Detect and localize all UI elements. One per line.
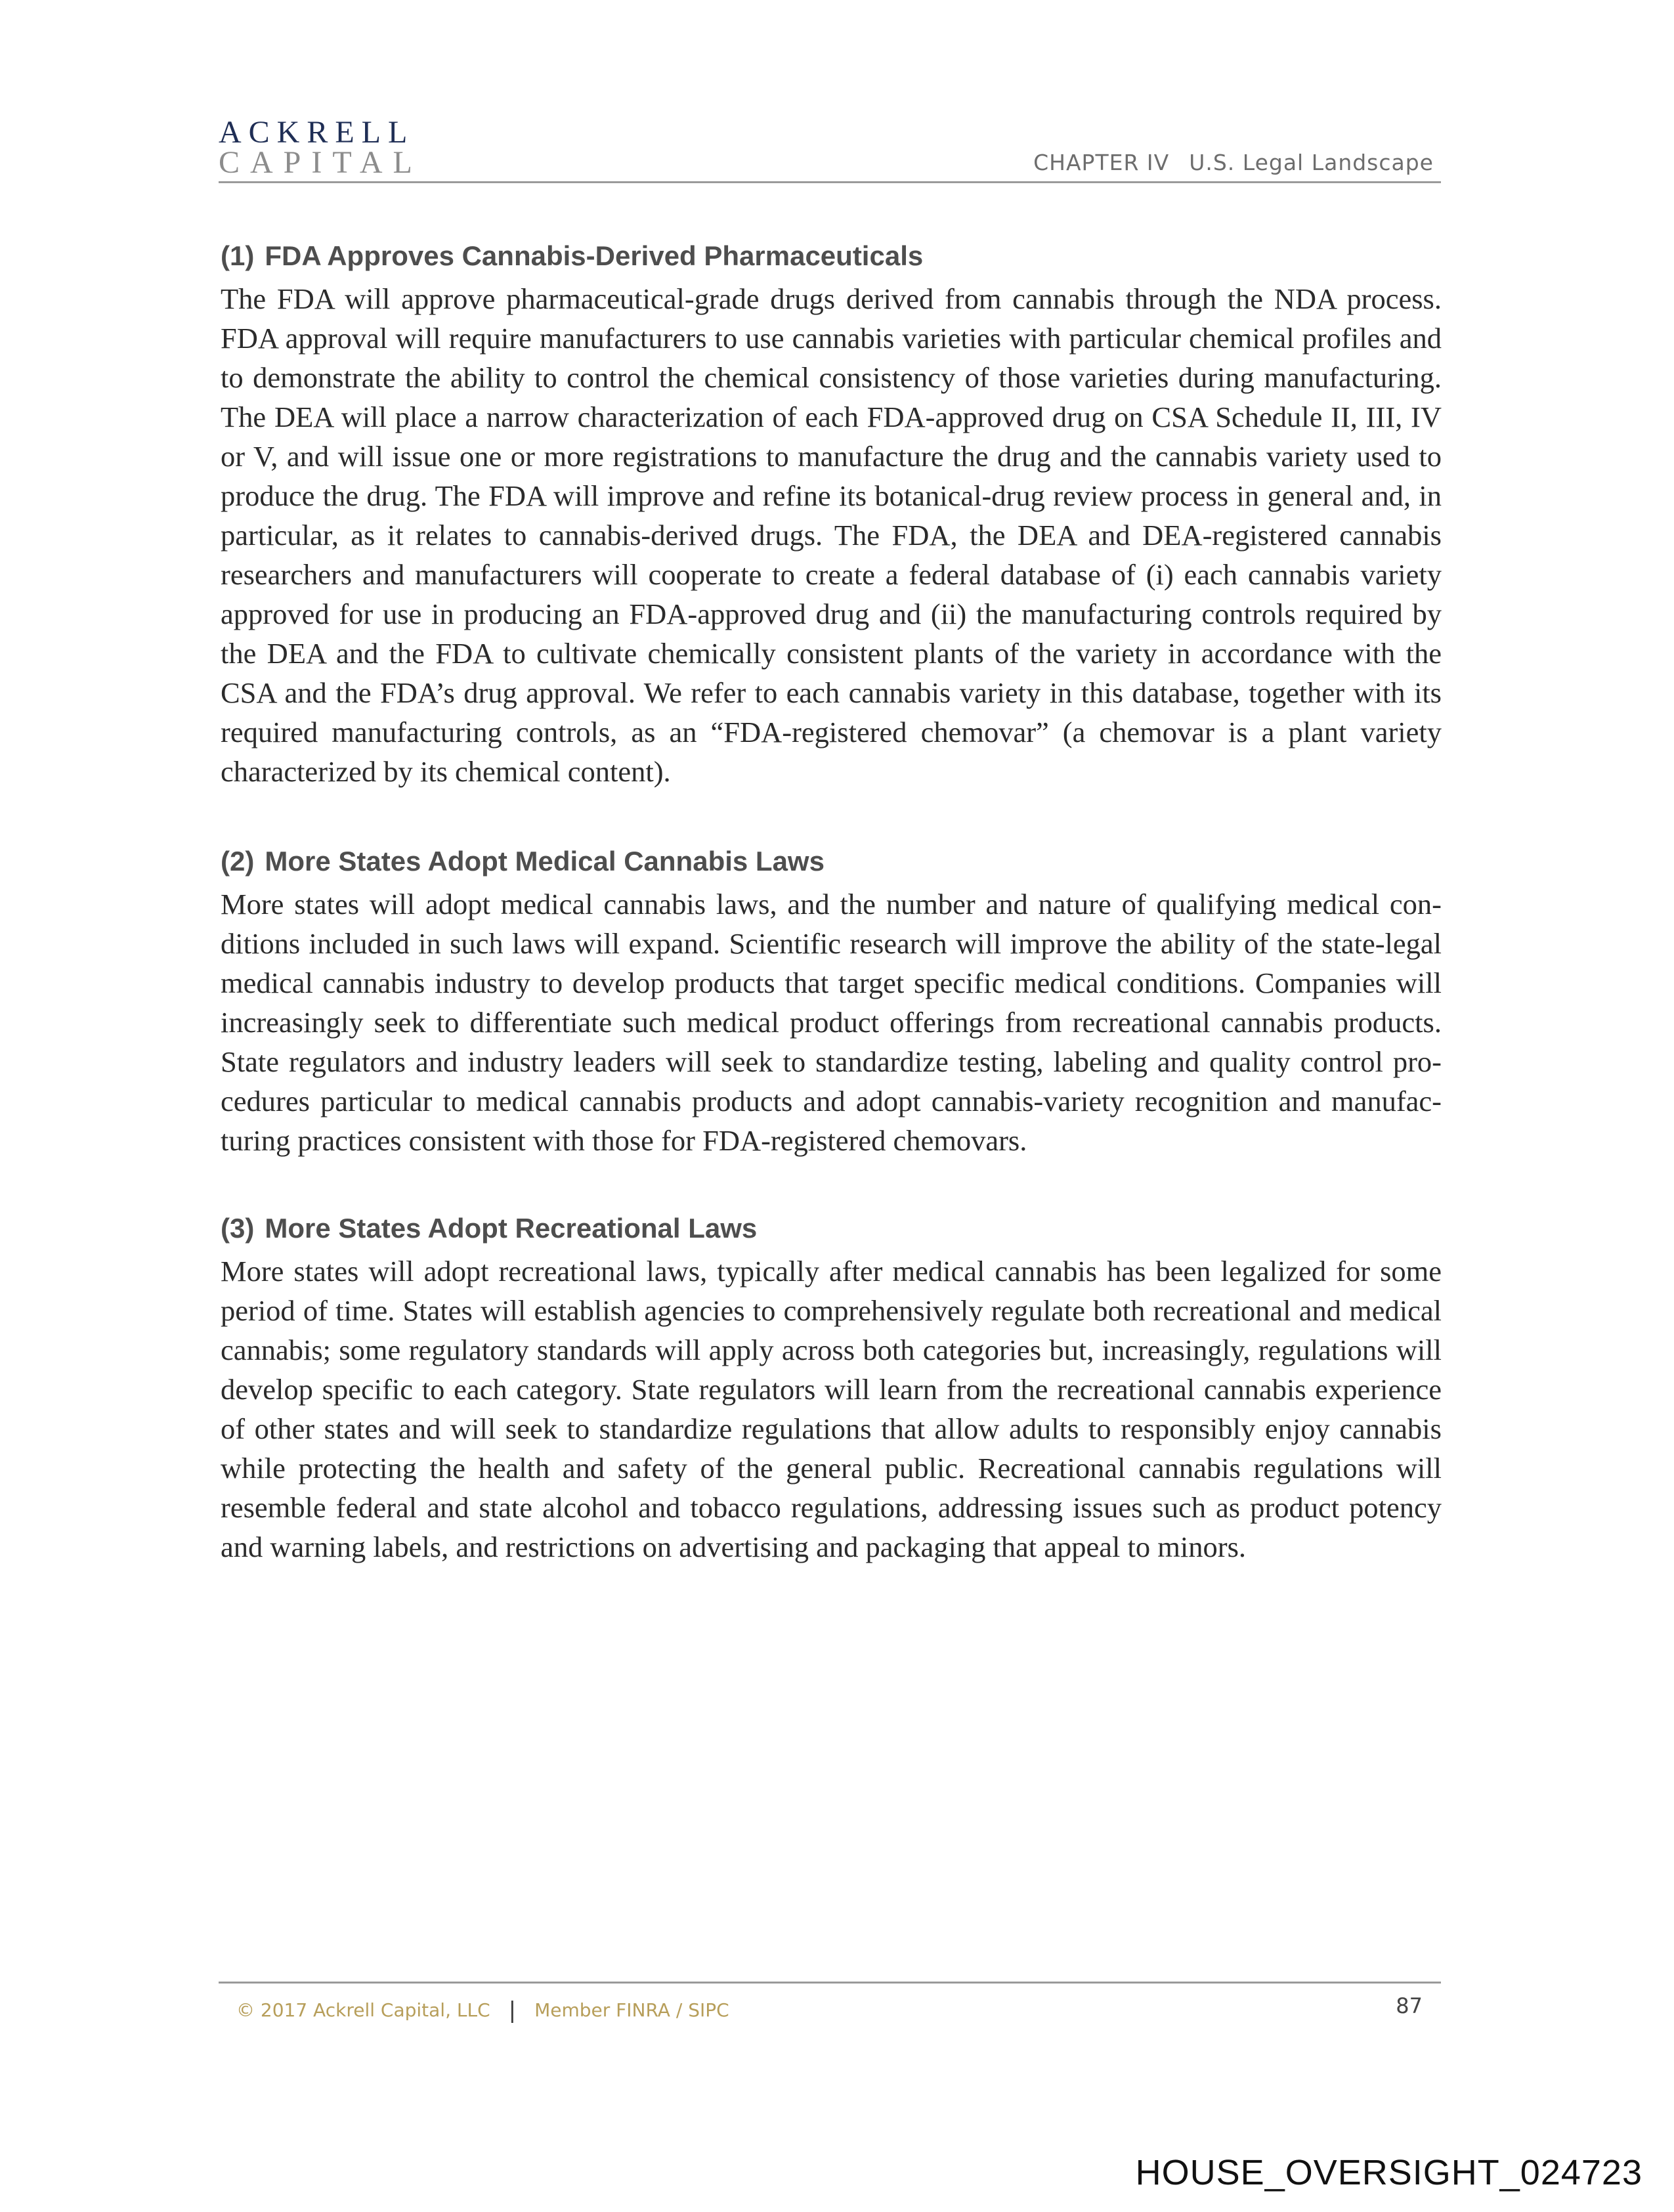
section-medical-cannabis-laws: [221, 845, 1442, 1160]
footer-copyright: © 2017 Ackrell Capital, LLC: [236, 1999, 490, 2021]
section-title-text: More States Adopt Medical Cannabis Laws: [265, 846, 825, 877]
section-heading: [221, 845, 1442, 878]
footer-divider: [219, 1982, 1441, 1984]
section-title-text: More States Adopt Recreational Laws: [265, 1213, 758, 1244]
section-heading: [221, 240, 1442, 272]
section-recreational-laws: [221, 1212, 1442, 1567]
header-divider: [219, 181, 1441, 183]
chapter-title: U.S. Legal Landscape: [1189, 150, 1434, 175]
section-body: More states will adopt medical cannabis laws, and the number and nature of qualifying medical conditions included in such laws will expand. Scientific research will improve the ability of the state-legal medical cannabis industry to develop products that target specific medical conditions. Companies will increasingly seek to differentiate such medical product offerings from recreational cannabis products. State regulators and industry leaders will seek to standardize testing, labeling and quality control procedures particular to medical cannabis products and adopt cannabis-variety recognition and manufacturing practices consistent with those for FDA-registered chemovars.: [221, 888, 1442, 1158]
section-fda-approves: [221, 240, 1442, 791]
section-number: (2): [221, 846, 255, 877]
section-body: More states will adopt recreational laws, typically after medical cannabis has been legalized for some period of time. States will establish agencies to comprehensively regulate both recreational and medical cannabis; some regulatory standards will apply across both categories but, increasingly, regulations will develop specific to each category. State regulators will learn from the recreational cannabis experience of other states and will seek to standardize regulations that allow adults to responsibly enjoy cannabis while protecting the health and safety of the general public. Recreational cannabis regulations will resemble federal and state alcohol and tobacco regulations, addressing issues such as product potency and warning labels, and restrictions on advertising and packaging that appeal to minors.: [221, 1255, 1442, 1564]
page-number: 87: [1396, 1993, 1423, 2018]
chapter-label: CHAPTER IV: [1033, 150, 1170, 175]
logo-line-ackrell: ACKRELL: [219, 115, 415, 150]
section-number: (3): [221, 1213, 255, 1244]
section-body: The FDA will approve pharmaceutical-grade drugs derived from cannabis through the NDA process. FDA approval will require manufacturers to use cannabis varieties with particular chemical profiles and to demonstrate the ability to control the chemical consistency of those varieties during manufacturing. The DEA will place a narrow characterization of each FDA-approved drug on CSA Schedule II, III, IV or V, and will issue one or more registrations to manufacture the drug and the cannabis variety used to produce the drug. The FDA will improve and refine its botanical-drug review process in general and, in particular, as it relates to cannabis-derived drugs. The FDA, the DEA and DEA-registered cannabis researchers and manufacturers will cooperate to create a federal database of (i) each cannabis variety approved for use in producing an FDA-approved drug and (ii) the manufacturing controls required by the DEA and the FDA to cultivate chemically consistent plants of the variety in accordance with the CSA and the FDA’s drug approval. We refer to each cannabis variety in this database, together with its required manufacturing controls, as an “FDA-registered chemovar” (a chemovar is a plant variety characterized by its chemical content).: [221, 282, 1442, 789]
footer-member: Member FINRA / SIPC: [534, 1999, 729, 2021]
chapter-header: [1033, 150, 1434, 175]
footer-separator: |: [508, 1997, 517, 2024]
bates-stamp: HOUSE_OVERSIGHT_024723: [1135, 2153, 1642, 2192]
page-footer: [236, 1996, 729, 2022]
logo-line-capital: CAPITAL: [219, 145, 423, 180]
company-logo: [219, 117, 423, 179]
section-title-text: FDA Approves Cannabis-Derived Pharmaceuticals: [265, 240, 924, 271]
section-heading: [221, 1212, 1442, 1245]
section-number: (1): [221, 240, 255, 271]
